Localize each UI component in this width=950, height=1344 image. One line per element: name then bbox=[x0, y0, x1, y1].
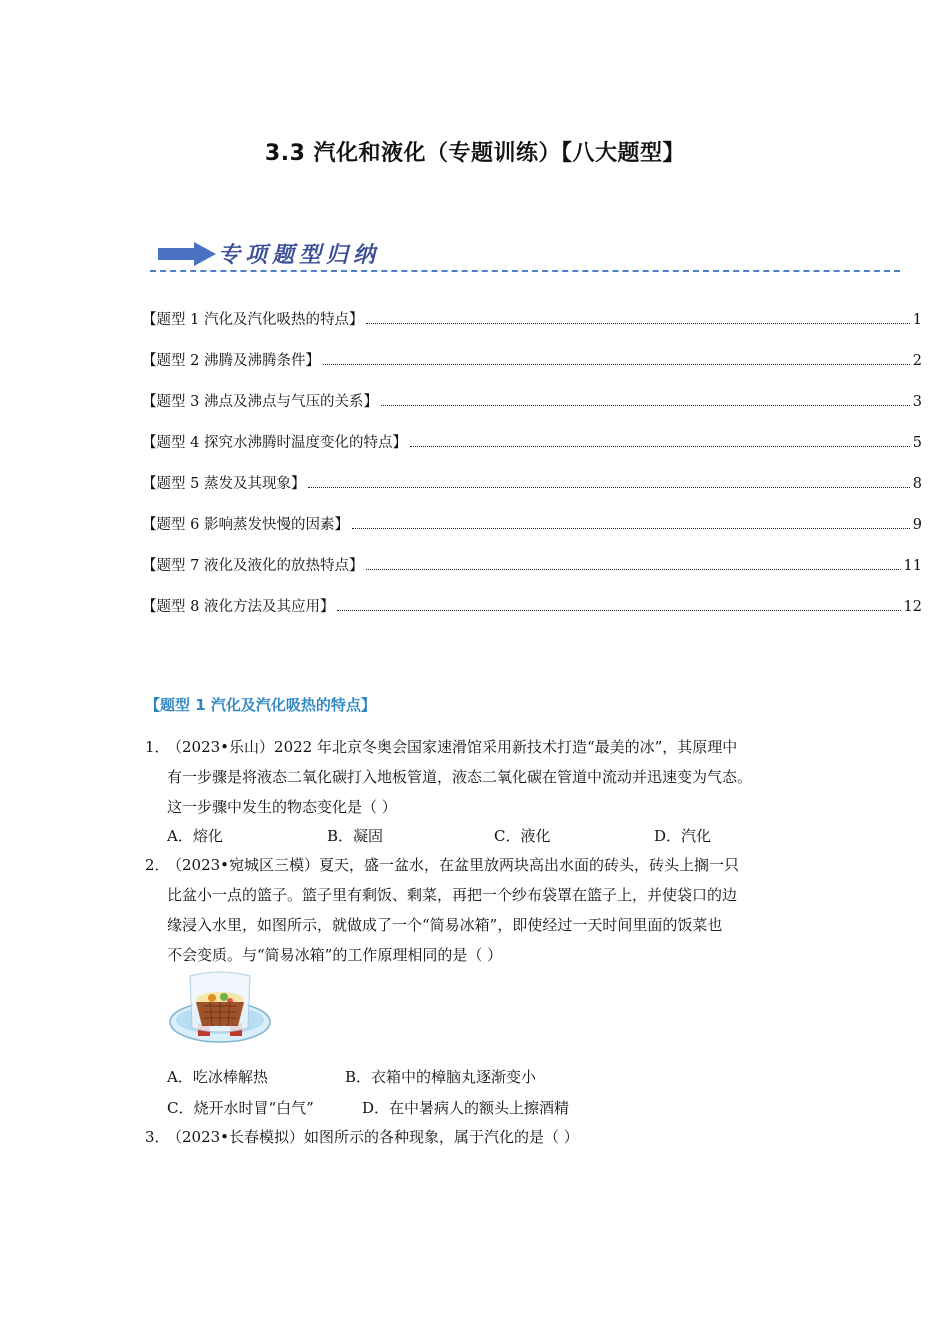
toc-leader bbox=[381, 404, 910, 406]
option-b[interactable]: B．衣箱中的樟脑丸逐渐变小 bbox=[345, 1068, 537, 1086]
toc-item[interactable] bbox=[142, 513, 922, 554]
question-text: （2023•乐山）2022 年北京冬奥会国家速滑馆采用新技术打造“最美的冰”，其原理中 bbox=[167, 738, 738, 756]
toc-leader bbox=[366, 322, 909, 324]
question-number: 2． bbox=[145, 856, 170, 874]
simple-fridge-illustration bbox=[166, 970, 274, 1050]
toc-item[interactable] bbox=[142, 472, 922, 513]
toc-item-page: 2 bbox=[912, 353, 922, 369]
option-c[interactable]: C．液化 bbox=[494, 827, 551, 845]
toc-item-page: 1 bbox=[912, 312, 922, 328]
toc-item[interactable] bbox=[142, 349, 922, 390]
toc-item-page: 12 bbox=[903, 599, 922, 615]
toc-leader bbox=[337, 609, 900, 611]
toc-leader bbox=[323, 363, 910, 365]
toc-item-label: 【题型 3 沸点及沸点与气压的关系】 bbox=[142, 394, 378, 410]
toc-item-label: 【题型 6 影响蒸发快慢的因素】 bbox=[142, 517, 349, 533]
question-text: （2023•长春模拟）如图所示的各种现象，属于汽化的是（ ） bbox=[167, 1128, 579, 1146]
question-text: 比盆小一点的篮子。篮子里有剩饭、剩菜，再把一个纱布袋罩在篮子上，并使袋口的边 bbox=[167, 886, 738, 904]
question-text: 不会变质。与“简易冰箱”的工作原理相同的是（ ） bbox=[167, 946, 503, 964]
section-banner bbox=[150, 238, 900, 274]
question-number: 1． bbox=[145, 738, 170, 756]
question-3 bbox=[145, 1122, 835, 1152]
toc-item-label: 【题型 5 蒸发及其现象】 bbox=[142, 476, 306, 492]
toc-leader bbox=[410, 445, 910, 447]
question-2-options-row-1 bbox=[167, 1066, 536, 1087]
toc-leader bbox=[308, 486, 909, 488]
section-heading: 【题型 1 汽化及汽化吸热的特点】 bbox=[145, 696, 376, 714]
toc-item-page: 5 bbox=[912, 435, 922, 451]
option-c[interactable]: C．烧开水时冒“白气” bbox=[167, 1099, 314, 1117]
toc-item-page: 11 bbox=[903, 558, 922, 574]
option-d[interactable]: D．汽化 bbox=[654, 827, 712, 845]
arrow-right-icon bbox=[158, 242, 216, 266]
toc-item-page: 3 bbox=[912, 394, 922, 410]
table-of-contents bbox=[142, 308, 922, 636]
option-a[interactable]: A．熔化 bbox=[167, 827, 223, 845]
toc-leader bbox=[352, 527, 910, 529]
question-text: 这一步骤中发生的物态变化是（ ） bbox=[167, 798, 397, 816]
question-2-options-row-2 bbox=[167, 1097, 569, 1118]
banner-divider bbox=[150, 270, 900, 272]
toc-item-label: 【题型 1 汽化及汽化吸热的特点】 bbox=[142, 312, 364, 328]
option-d[interactable]: D．在中暑病人的额头上擦酒精 bbox=[362, 1099, 570, 1117]
toc-item[interactable] bbox=[142, 595, 922, 636]
banner-text: 专项题型归纳 bbox=[218, 243, 381, 268]
toc-item-page: 8 bbox=[912, 476, 922, 492]
question-number: 3． bbox=[145, 1128, 170, 1146]
toc-item[interactable] bbox=[142, 308, 922, 349]
toc-item-label: 【题型 7 液化及液化的放热特点】 bbox=[142, 558, 364, 574]
toc-item[interactable] bbox=[142, 431, 922, 472]
toc-item-page: 9 bbox=[912, 517, 922, 533]
toc-leader bbox=[366, 568, 900, 570]
question-text: 有一步骤是将液态二氧化碳打入地板管道，液态二氧化碳在管道中流动并迅速变为气态。 bbox=[167, 768, 753, 786]
toc-item-label: 【题型 2 沸腾及沸腾条件】 bbox=[142, 353, 320, 369]
option-a[interactable]: A．吃冰棒解热 bbox=[167, 1068, 268, 1086]
question-text: （2023•宛城区三模）夏天，盛一盆水，在盆里放两块高出水面的砖头，砖头上搁一只 bbox=[167, 856, 740, 874]
toc-item[interactable] bbox=[142, 390, 922, 431]
document-title: 3.3 汽化和液化（专题训练）【八大题型】 bbox=[264, 141, 686, 166]
question-1 bbox=[145, 732, 835, 822]
toc-item-label: 【题型 8 液化方法及其应用】 bbox=[142, 599, 335, 615]
option-b[interactable]: B．凝固 bbox=[327, 827, 384, 845]
question-2 bbox=[145, 850, 835, 970]
question-1-options bbox=[167, 825, 711, 846]
question-text: 缘浸入水里，如图所示，就做成了一个“简易冰箱”，即使经过一天时间里面的饭菜也 bbox=[167, 916, 723, 934]
toc-item-label: 【题型 4 探究水沸腾时温度变化的特点】 bbox=[142, 435, 407, 451]
toc-item[interactable] bbox=[142, 554, 922, 595]
